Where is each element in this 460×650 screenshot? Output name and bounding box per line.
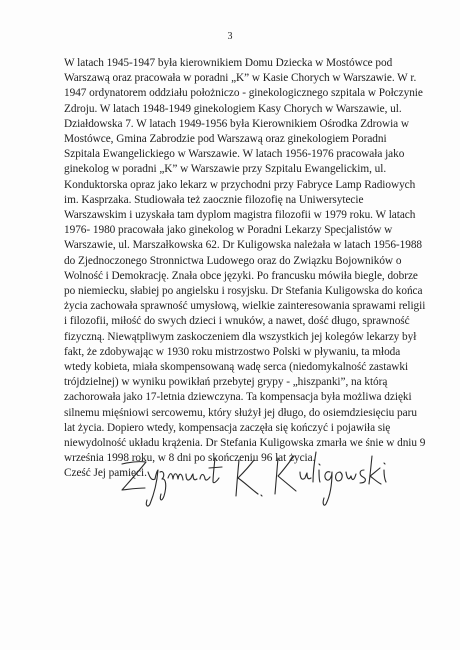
page-number: 3	[227, 31, 233, 42]
text-line: życia zachowała sprawność umysłową, wielkie zainteresowania sprawami religii	[64, 300, 426, 313]
text-line: Wolność i Demokrację. Znała obce języki. Po francusku mówiła biegle, dobrze	[64, 269, 418, 282]
handwritten-signature	[118, 448, 388, 510]
text-line: Cześć Jej pamięci.	[64, 467, 147, 480]
text-line: Warszawskim i uzyskała tam dyplom magistra filozofii w 1979 roku. W latach	[64, 209, 416, 222]
text-line: im. Kasprzaka. Studiowała też zaocznie filozofię na Uniwersytecie	[64, 193, 364, 206]
text-line: 1947 ordynatorem oddziału położniczo - ginekologicznego szpitala w Połczynie	[64, 87, 423, 100]
body-text	[64, 56, 444, 482]
text-line: zachorowała jako 17-letnia dziewczyna. Ta kompensacja była możliwa dzięki	[64, 391, 412, 404]
text-line: fizyczną. Niewątpliwym zaskoczeniem dla wszystkich jej kolegów lekarzy był	[64, 330, 417, 343]
text-line: ginekolog w poradni „K” w Warszawie przy Szpitalu Ewangelickim, ul.	[64, 163, 387, 176]
text-line: 1976- 1980 pracowała jako ginekolog w Poradni Lekarzy Specjalistów w	[64, 224, 393, 237]
text-line: wtedy kobieta, miała skompensowaną wadę serca (niedomykalność zastawki	[64, 361, 409, 374]
text-line: do Zjednoczonego Stronnictwa Ludowego oraz do Związku Bojowników o	[64, 254, 402, 267]
text-line: Działdowska 7. W latach 1949-1956 była Kierownikiem Ośrodka Zdrowia w	[64, 117, 409, 130]
text-line: Mostówce, Gmina Zabrodzie pod Warszawą oraz ginekologiem Poradni	[64, 133, 387, 146]
text-line: Warszawie, ul. Marszałkowska 62. Dr Kuligowska należała w latach 1956-1988	[64, 239, 423, 252]
text-line: fakt, że zdobywając w 1930 roku mistrzostwo Polski w pływaniu, ta młoda	[64, 345, 401, 358]
text-line: Szpitala Ewangelickiego w Warszawie. W latach 1956-1976 pracowała jako	[64, 148, 405, 161]
text-line: września 1998 roku, w 8 dni po skończeniu 96 lat życia.	[64, 452, 316, 465]
text-line: lat życia. Dopiero wtedy, kompensacja zaczęła się kończyć i pojawiła się	[64, 421, 391, 434]
signature-drawing	[118, 448, 388, 510]
text-line: trójdzielnej) w wyniku powikłań przebytej grypy - „hiszpanki”, na którą	[64, 376, 388, 389]
text-line: Konduktorska opraz jako lekarz w przychodni przy Fabryce Lamp Radiowych	[64, 178, 416, 191]
text-line: W latach 1945-1947 była kierownikiem Domu Dziecka w Mostówce pod	[64, 57, 393, 69]
text-line: niewydolność układu krążenia. Dr Stefania Kuligowska zmarła we śnie w dniu 9	[64, 437, 426, 450]
text-line: po niemiecku, słabiej po angielsku i rosyjsku. Dr Stefania Kuligowska do końca	[64, 285, 423, 298]
text-line: Warszawą oraz pracowała w poradni „K” w Kasie Chorych w Warszawie. W r.	[64, 72, 417, 85]
text-line: Zdroju. W latach 1948-1949 ginekologiem Kasy Chorych w Warszawie, ul.	[64, 102, 402, 115]
text-line: i filozofii, miłość do swych dzieci i wnuków, a nawet, dość długo, sprawność	[64, 315, 410, 328]
text-line: silnemu mięśniowi sercowemu, który służył jej długo, do osiemdziesięciu paru	[64, 406, 417, 419]
